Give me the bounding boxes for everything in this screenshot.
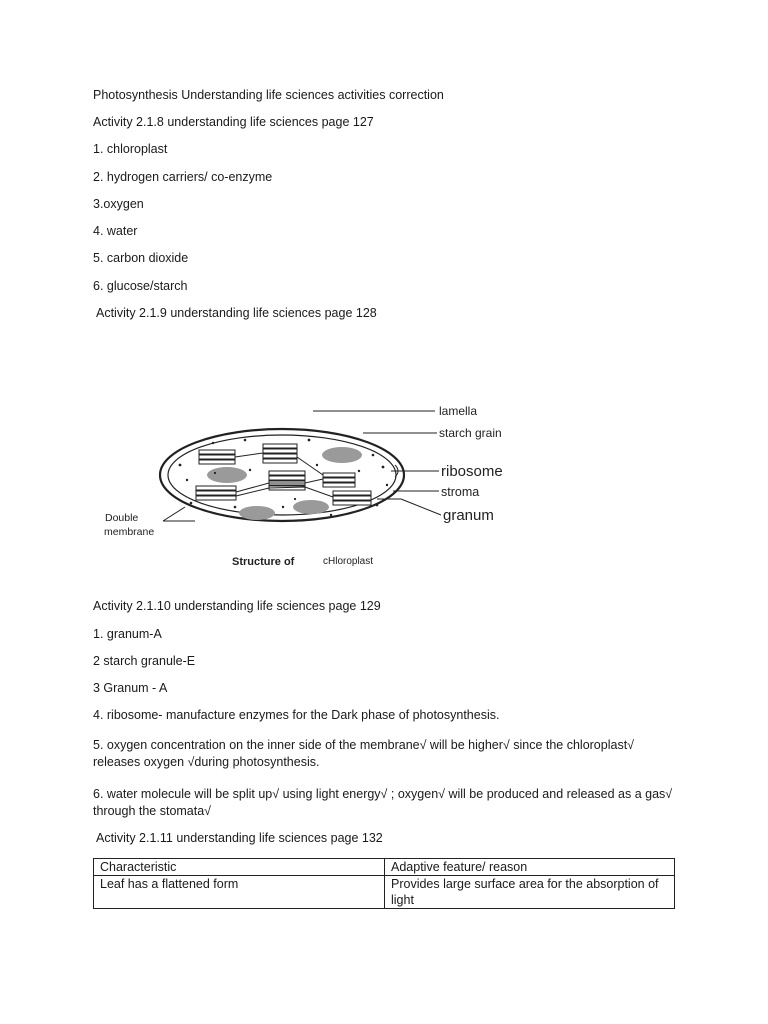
starch-grain: [322, 447, 362, 463]
label-starch-grain: starch grain: [439, 426, 502, 440]
chloroplast-diagram: [95, 395, 535, 575]
starch-grain: [207, 467, 247, 483]
answer-paragraph-6: 6. water molecule will be split up√ using light energy√ ; oxygen√ will be produced and released as a gas√ through the stomata√: [93, 787, 673, 818]
granum-stack: [323, 473, 355, 487]
label-double-membrane-line1: Double: [105, 512, 139, 524]
table-cell: Leaf has a flattened form: [94, 876, 385, 909]
granum-stack: [196, 486, 236, 500]
starch-grain: [239, 506, 275, 520]
answer-line: 4. water: [93, 224, 138, 238]
answer-line: 2. hydrogen carriers/ co-enzyme: [93, 170, 273, 184]
answer-line: 3.oxygen: [93, 197, 144, 211]
label-lamella: lamella: [439, 404, 478, 418]
answer-line: 3 Granum - A: [93, 681, 168, 695]
activity-heading-2-1-9: Activity 2.1.9 understanding life sciences page 128: [96, 306, 377, 320]
activity-heading-2-1-11: Activity 2.1.11 understanding life sciences page 132: [96, 831, 383, 845]
label-granum: granum: [443, 507, 494, 524]
caption-structure-of: Structure of: [232, 556, 295, 568]
document-title: Photosynthesis Understanding life sciences activities correction: [93, 88, 444, 102]
granum-stack: [199, 450, 235, 464]
starch-grain: [293, 500, 329, 514]
answer-line: 5. carbon dioxide: [93, 251, 189, 265]
label-double-membrane-line2: membrane: [104, 526, 155, 538]
caption-chloroplast: cHloroplast: [323, 556, 374, 567]
chloroplast-figure: [95, 395, 535, 575]
table-header-cell: Adaptive feature/ reason: [385, 859, 675, 876]
activity-heading-2-1-8: Activity 2.1.8 understanding life sciences page 127: [93, 115, 374, 129]
table-header-row: [94, 859, 675, 876]
answer-line: 1. granum-A: [93, 627, 162, 641]
answer-line: 1. chloroplast: [93, 142, 168, 156]
label-ribosome: ribosome: [441, 463, 503, 480]
answer-line: 4. ribosome- manufacture enzymes for the Dark phase of photosynthesis.: [93, 708, 500, 722]
answer-line: 6. glucose/starch: [93, 279, 188, 293]
activity-heading-2-1-10: Activity 2.1.10 understanding life sciences page 129: [93, 599, 381, 613]
label-stroma: stroma: [441, 485, 480, 499]
table-cell: Provides large surface area for the absorption of light: [385, 876, 675, 909]
table-header-cell: Characteristic: [94, 859, 385, 876]
table-row: [94, 876, 675, 909]
adaptations-table: [93, 858, 675, 909]
answer-paragraph-5: 5. oxygen concentration on the inner side of the membrane√ will be higher√ since the chloroplast√ releases oxygen √during photosynthesis.: [93, 738, 635, 769]
granum-stack: [333, 491, 371, 505]
answer-line: 2 starch granule-E: [93, 654, 196, 668]
granum-stack: [263, 444, 297, 463]
